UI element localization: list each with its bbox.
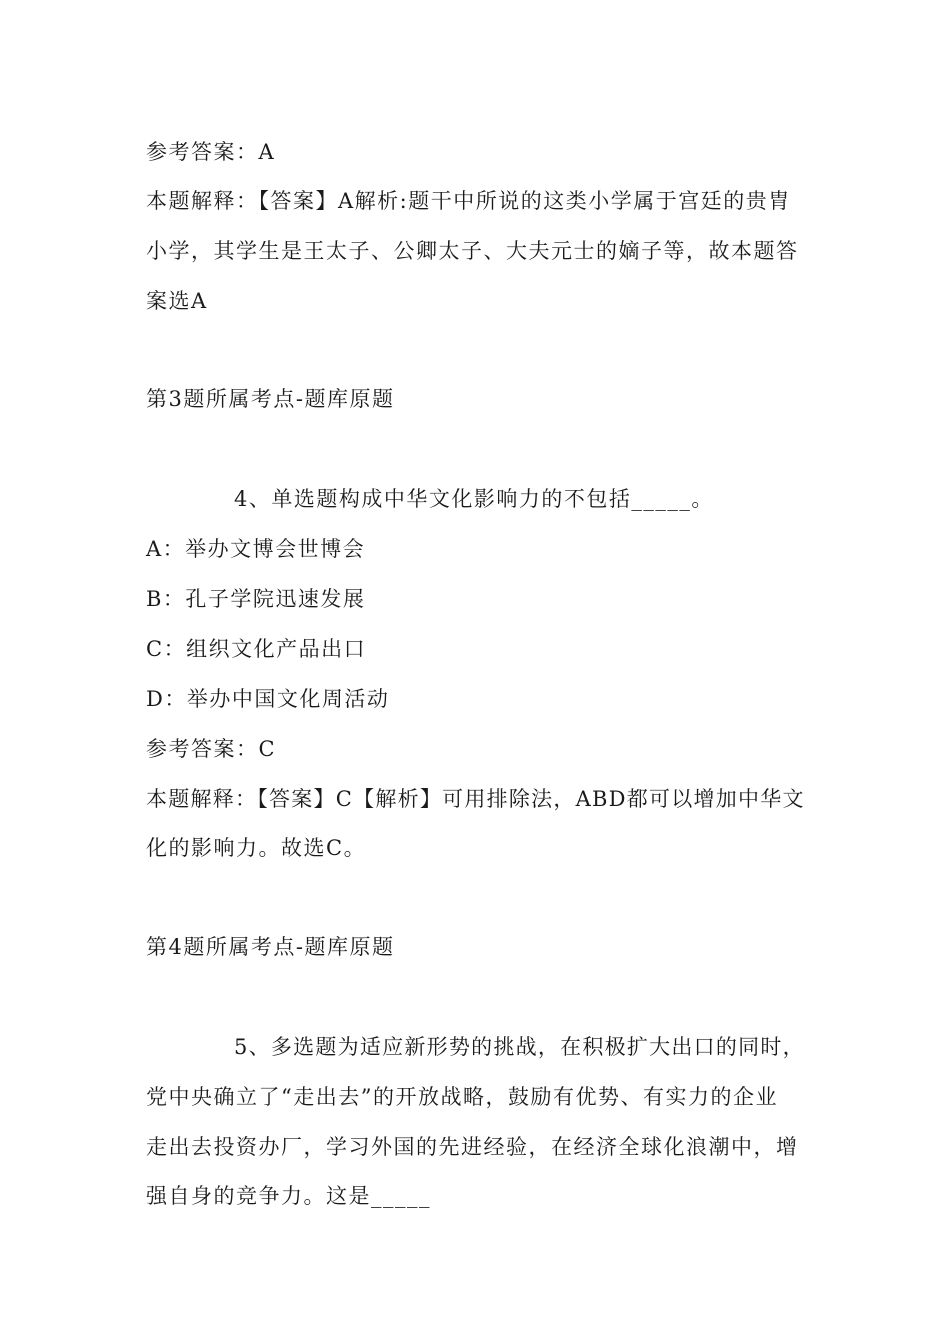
q4-option-a: A：举办文博会世博会: [146, 537, 366, 561]
q4-answer: 参考答案：C: [146, 737, 277, 761]
q5-question-line-1: 5、多选题为适应新形势的挑战，在积极扩大出口的同时，: [234, 1035, 805, 1059]
q4-explanation-line-2: 化的影响力。故选C。: [146, 836, 367, 860]
q4-option-c: C：组织文化产品出口: [146, 637, 367, 661]
q3-knowledge-point: 第3题所属考点-题库原题: [146, 387, 395, 411]
q3-answer: 参考答案：A: [146, 140, 276, 164]
q4-question: 4、单选题构成中华文化影响力的不包括_____。: [234, 487, 714, 511]
q3-explanation-line-3: 案选A: [146, 289, 208, 313]
q3-explanation-line-2: 小学，其学生是王太子、公卿太子、大夫元士的嫡子等，故本题答: [146, 239, 799, 263]
q3-explanation-line-1: 本题解释：【答案】A解析:题干中所说的这类小学属于宫廷的贵胄: [146, 189, 791, 213]
q4-option-d: D：举办中国文化周活动: [146, 687, 390, 711]
q5-question-line-3: 走出去投资办厂，学习外国的先进经验，在经济全球化浪潮中，增: [146, 1135, 799, 1159]
q4-explanation-line-1: 本题解释：【答案】C【解析】可用排除法，ABD都可以增加中华文: [146, 787, 805, 811]
q4-knowledge-point: 第4题所属考点-题库原题: [146, 935, 395, 959]
q5-question-line-2: 党中央确立了“走出去”的开放战略，鼓励有优势、有实力的企业: [146, 1085, 778, 1109]
q5-question-line-4: 强自身的竞争力。这是_____: [146, 1184, 431, 1208]
q4-option-b: B：孔子学院迅速发展: [146, 587, 366, 611]
